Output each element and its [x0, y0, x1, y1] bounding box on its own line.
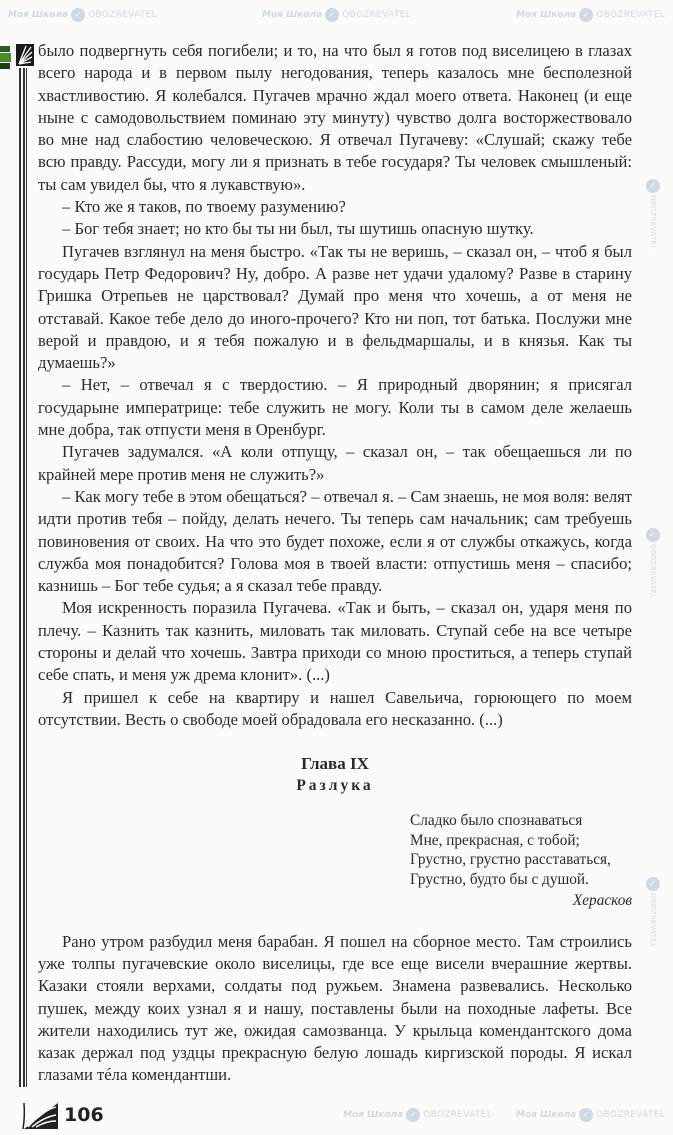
ship-ornament-icon — [22, 1099, 60, 1131]
paragraph: было подвергнуть себя погибели; и то, на что был я готов под виселицею в глазах всего народа и в первом пылу негодования, теперь казалось мне бесполезной хвастливостию. Я колебался. Пугачев мрачно ждал моего ответа. Наконец (и еще ныне с самодовольствием поминаю эту минуту) чувство долга восторжествовало во мне над слабостию человеческою. Я отвечал Пугачеву: «Слушай; скажу тебе всю правду. Рассуди, могу ли я признать в тебе государя? Ты человек смышленый: ты сам увидел бы, что я лукавствую». — [38, 41, 632, 194]
watermark-brand: Моя Школа — [8, 10, 69, 20]
obozrevatel-logo-icon: ✓ — [646, 179, 660, 193]
page-footer — [0, 1095, 673, 1135]
paragraph: Рано утром разбудил меня барабан. Я пошел на сборное место. Там строились уже толпы пугачевские около виселицы, где все еще висели вчерашние жертвы. Казаки стояли верхами, солдаты под ружьем. Знамена развевались. Несколько пушек, между коих узнал я и нашу, поставлены были на походные лафеты. Все жители находились тут же, ожидая самозванца. У крыльца комендантского дома казак держал под уздцы прекрасную белую лошадь киргизской породы. Я искал глазами тéла комендантши. — [38, 931, 632, 1085]
chapter-heading — [38, 753, 632, 797]
watermark-name: OBOZREVATEL — [423, 1109, 493, 1120]
epigraph — [410, 811, 632, 911]
epigraph-line: Мне, прекрасная, с тобой; — [410, 831, 580, 849]
watermark-brand: Моя Школа — [516, 1109, 577, 1120]
left-margin — [0, 40, 38, 1087]
watermark — [8, 8, 157, 22]
epigraph-line: Сладко было спознаваться — [410, 812, 583, 830]
green-tab-icon — [0, 44, 12, 74]
watermark-brand: Моя Школа — [343, 1109, 404, 1120]
obozrevatel-logo-icon: ✓ — [325, 8, 339, 22]
paragraph: Пугачев взглянул на меня быстро. «Так ты не веришь, – сказал он, – чтоб я был государь Петр Федорович? Ну, добро. А разве нет удачи удалому? Разве в старину Гришка Отрепьев не царствовал? Думай про меня что хочешь, а от меня не отставай. Какое тебе дело до иного-прочего? Кто ни поп, тот батька. Послужи мне верой и правдою, и я тебя пожалую и в фельдмаршалы, и в князья. Как ты думаешь?» — [38, 241, 632, 373]
obozrevatel-logo-icon: ✓ — [71, 8, 85, 22]
watermark-name: OBOZREVATEL — [88, 10, 157, 20]
paragraph: – Кто же я таков, по твоему разумению? — [62, 197, 346, 217]
watermark-name: OBOZREVATEL — [649, 195, 657, 250]
obozrevatel-logo-icon: ✓ — [406, 1108, 420, 1122]
paragraph: – Бог тебя знает; но кто бы ты ни был, ты шутишь опасную шутку. — [62, 219, 534, 239]
chapter-subtitle: Разлука — [296, 777, 374, 795]
watermark-brand: Моя Школа — [262, 10, 323, 20]
main-column — [38, 40, 632, 1087]
watermark — [262, 8, 411, 22]
watermark-name: OBOZREVATEL — [596, 1109, 665, 1120]
border-line — [23, 68, 25, 1087]
watermark-name: OBOZREVATEL — [596, 10, 665, 20]
paragraph: – Как могу тебе в этом обещаться? – отвечал я. – Сам знаешь, не моя воля: велят идти против тебя – пойду, делать нечего. Ты теперь сам начальник; сам требуешь повиновения от своих. На что это будет похоже, если я от службы откажусь, когда служба моя понадобится? Голова моя в твоей власти: отпустишь меня – спасибо; казнишь – Бог тебе судья; а я сказал тебе правду. — [38, 486, 632, 596]
right-margin — [632, 40, 673, 1087]
chapter-text — [38, 931, 632, 1087]
epigraph-line: Грустно, грустно расставаться, — [410, 851, 611, 869]
watermark-strip-bottom — [343, 1108, 673, 1122]
watermark — [646, 179, 660, 249]
watermark-brand: Моя Школа — [516, 10, 577, 20]
obozrevatel-logo-icon: ✓ — [579, 8, 593, 22]
paragraph: Я пришел к себе на квартиру и нашел Савельича, горюющего по моем отсутствии. Весть о свободе моей обрадовала его несказанно. (...) — [38, 687, 632, 729]
paragraph: – Нет, – отвечал я с твердостию. – Я природный дворянин; я присягал государыне императрице: тебе служить не могу. Коли ты в самом деле желаешь мне добра, так отпусти меня в Оренбург. — [38, 375, 632, 440]
watermark — [646, 528, 660, 598]
paragraph: Пугачев задумался. «А коли отпущу, – сказал он, – так обещаешься ли по крайней мере против меня не служить?» — [38, 442, 632, 484]
watermark — [516, 8, 665, 22]
paragraph: Моя искренность поразила Пугачева. «Так и быть, – сказал он, ударя меня по плечу. – Казнить так казнить, миловать так миловать. Ступай себе на все четыре стороны и делай что хочешь. Завтра приходи со мною проститься, а теперь ступай себе спать, и меня уж дрема клонит». (...) — [38, 598, 632, 685]
watermark — [646, 877, 660, 947]
obozrevatel-logo-icon: ✓ — [579, 1108, 593, 1122]
chapter-title: Глава IX — [301, 754, 369, 774]
watermark-name: OBOZREVATEL — [342, 10, 411, 20]
main-text — [38, 40, 632, 731]
watermark-name: OBOZREVATEL — [649, 544, 657, 599]
page-body — [0, 40, 673, 1087]
watermark-strip-top — [0, 0, 673, 40]
obozrevatel-logo-icon: ✓ — [646, 877, 660, 891]
epigraph-line: Грустно, будто бы с душой. — [410, 870, 589, 888]
page-border — [19, 68, 27, 1087]
watermark — [343, 1108, 492, 1122]
border-line — [19, 68, 21, 1087]
page-number: 106 — [64, 1103, 104, 1126]
watermark — [516, 1108, 665, 1122]
fan-ornament-icon — [16, 44, 34, 66]
watermark-name: OBOZREVATEL — [649, 893, 657, 948]
obozrevatel-logo-icon: ✓ — [646, 528, 660, 542]
epigraph-author: Херасков — [572, 892, 632, 910]
border-line — [26, 68, 27, 1087]
